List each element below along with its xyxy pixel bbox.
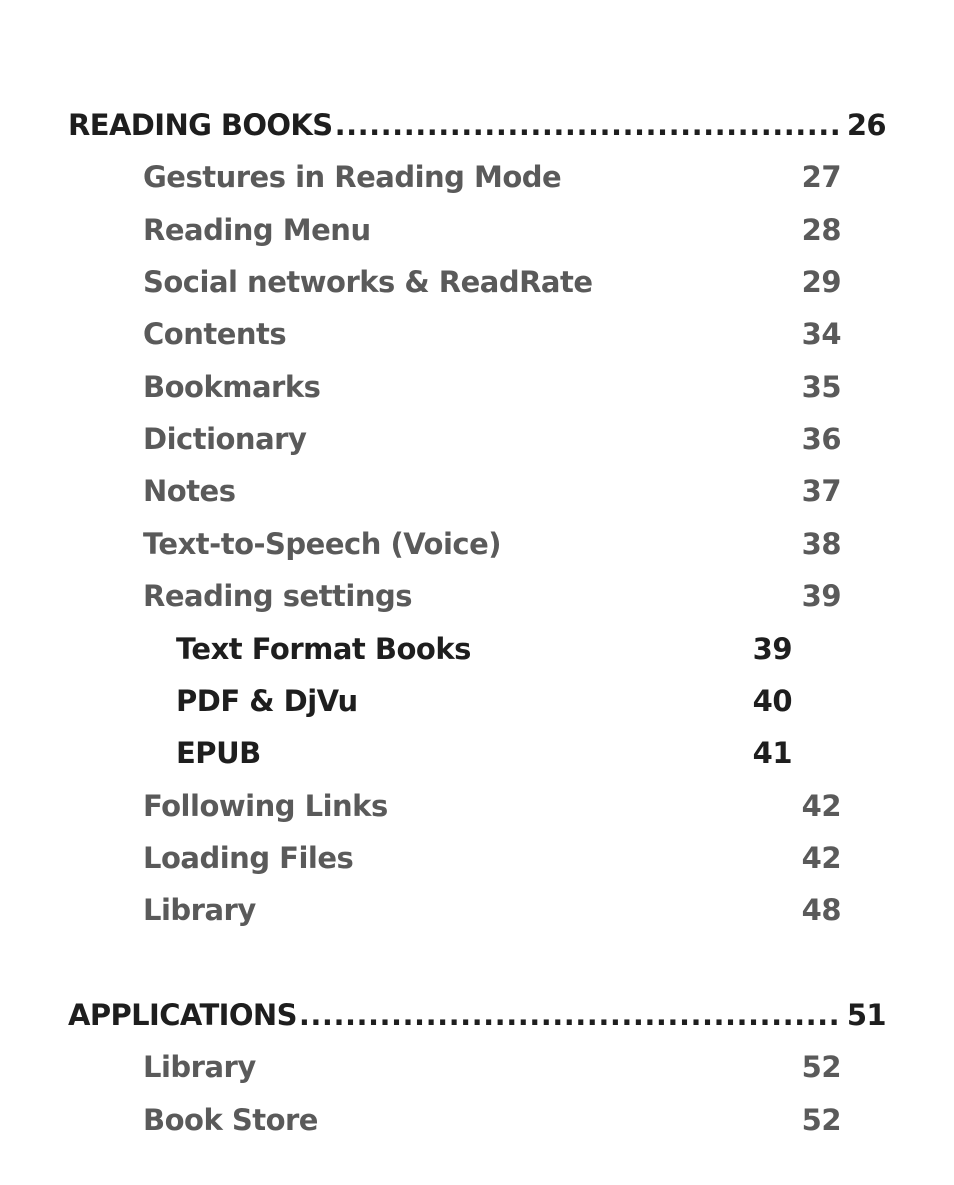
entry-title: Following Links <box>143 789 388 823</box>
toc-chapter-applications[interactable] <box>68 995 886 1035</box>
toc-subentry-epub[interactable] <box>176 733 792 773</box>
entry-page-number: 37 <box>801 474 841 508</box>
toc-entry-social-networks[interactable] <box>143 262 841 302</box>
entry-page-number: 39 <box>801 579 841 613</box>
chapter-title: APPLICATIONS <box>68 998 297 1032</box>
subentry-title: EPUB <box>176 736 261 770</box>
entry-title: Dictionary <box>143 422 307 456</box>
entry-title: Text-to-Speech (Voice) <box>143 527 502 561</box>
entry-title: Library <box>143 893 256 927</box>
entry-title: Bookmarks <box>143 370 321 404</box>
subentry-page-number: 39 <box>752 632 792 666</box>
toc-entry-library[interactable] <box>143 1047 841 1087</box>
chapter-page-number: 26 <box>846 108 886 142</box>
subentry-title: Text Format Books <box>176 632 471 666</box>
toc-entry-reading-menu[interactable] <box>143 210 841 250</box>
dot-leader <box>335 105 843 145</box>
toc-entry-book-store[interactable] <box>143 1100 841 1140</box>
entry-page-number: 29 <box>801 265 841 299</box>
entry-title: Loading Files <box>143 841 354 875</box>
chapter-title: READING BOOKS <box>68 108 333 142</box>
entry-page-number: 27 <box>801 160 841 194</box>
entry-title: Book Store <box>143 1103 318 1137</box>
entry-page-number: 38 <box>801 527 841 561</box>
entry-page-number: 52 <box>801 1103 841 1137</box>
subentry-title: PDF & DjVu <box>176 684 358 718</box>
chapter-page-number: 51 <box>846 998 886 1032</box>
entry-title: Library <box>143 1050 256 1084</box>
entry-title: Notes <box>143 474 236 508</box>
toc-entry-text-to-speech[interactable] <box>143 524 841 564</box>
entry-page-number: 36 <box>801 422 841 456</box>
entry-title: Gestures in Reading Mode <box>143 160 562 194</box>
subentry-page-number: 40 <box>752 684 792 718</box>
toc-entry-following-links[interactable] <box>143 786 841 826</box>
entry-page-number: 52 <box>801 1050 841 1084</box>
toc-subentry-text-format-books[interactable] <box>176 629 792 669</box>
entry-page-number: 42 <box>801 789 841 823</box>
toc-entry-dictionary[interactable] <box>143 419 841 459</box>
toc-subentry-pdf-djvu[interactable] <box>176 681 792 721</box>
toc-entry-loading-files[interactable] <box>143 838 841 878</box>
entry-title: Reading Menu <box>143 213 371 247</box>
entry-page-number: 28 <box>801 213 841 247</box>
dot-leader <box>299 995 843 1035</box>
toc-entry-gestures[interactable] <box>143 157 841 197</box>
entry-title: Social networks & ReadRate <box>143 265 593 299</box>
entry-title: Reading settings <box>143 579 413 613</box>
subentry-page-number: 41 <box>752 736 792 770</box>
entry-page-number: 34 <box>801 317 841 351</box>
toc-entry-bookmarks[interactable] <box>143 367 841 407</box>
entry-title: Contents <box>143 317 287 351</box>
entry-page-number: 35 <box>801 370 841 404</box>
entry-page-number: 42 <box>801 841 841 875</box>
entry-page-number: 48 <box>801 893 841 927</box>
toc-entry-notes[interactable] <box>143 471 841 511</box>
toc-entry-contents[interactable] <box>143 314 841 354</box>
toc-entry-library[interactable] <box>143 890 841 930</box>
toc-entry-reading-settings[interactable] <box>143 576 841 616</box>
toc-chapter-reading-books[interactable] <box>68 105 886 145</box>
